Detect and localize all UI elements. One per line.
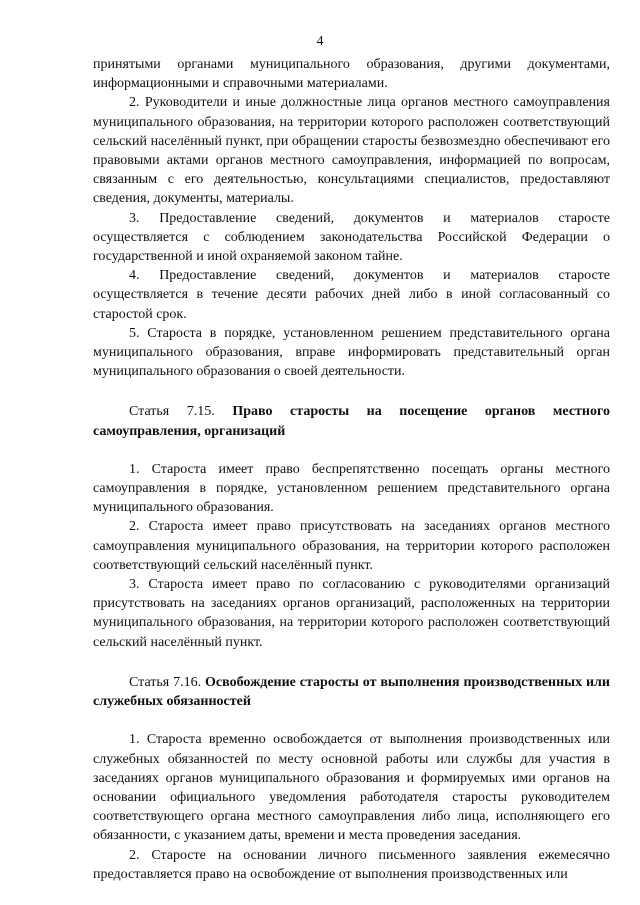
paragraph: 1. Староста временно освобождается от выполнения производственных или служебных обязанностей по месту основной работы или службы для участия в заседаниях органов муниципального образования и формируемых ими органов на основании официального уведомления работодателя старосты руководителем соответствующего органа местного самоуправления либо лица, исполняющего его обязанности, с указанием даты, времени и места проведения заседания. bbox=[93, 732, 610, 844]
paragraph: 3. Староста имеет право по согласованию с руководителями организаций присутствовать на заседаниях органов организаций, расположенных на территории муниципального образования, на территории которого расположен соответствующий сельский населённый пункт. bbox=[93, 577, 610, 650]
paragraph: принятыми органами муниципального образования, другими документами, информационными и справочными материалами. bbox=[93, 57, 610, 92]
article-heading-7-15 bbox=[93, 402, 610, 440]
article-number: Статья 7.15. bbox=[129, 404, 215, 420]
paragraph: 2. Руководители и иные должностные лица органов местного самоуправления муниципального образования, на территории которого расположен соответствующий сельский населённый пункт, при обращении старосты безвозмездно обеспечивают его правовыми актами органов местного самоуправления, информацией по вопросам, связанным с его деятельностью, консультациями специалистов, предоставляют сведения, документы, материалы. bbox=[93, 95, 610, 207]
paragraph: 2. Старосте на основании личного письменного заявления ежемесячно предоставляется право на освобождение от выполнения производственных или bbox=[93, 847, 610, 882]
paragraph: 3. Предоставление сведений, документов и материалов старосте осуществляется с соблюдением законодательства Российской Федерации о государственной и иной охраняемой законом тайне. bbox=[93, 210, 610, 265]
article-number: Статья 7.16. bbox=[129, 674, 202, 690]
article-heading-7-16 bbox=[93, 673, 610, 711]
paragraph: 2. Староста имеет право присутствовать на заседаниях органов местного самоуправления муниципального образования, на территории которого расположен соответствующий сельский населённый пункт. bbox=[93, 519, 610, 573]
paragraph: 1. Староста имеет право беспрепятственно посещать органы местного самоуправления в порядке, установленном решением представительного органа муниципального образования. bbox=[93, 461, 610, 516]
page-number: 4 bbox=[316, 34, 324, 49]
paragraph: 4. Предоставление сведений, документов и материалов старосте осуществляется в течение десяти рабочих дней либо в иной согласованный со старостой срок. bbox=[93, 268, 610, 322]
article-title: Освобождение старосты от выполнения производственных или служебных обязанностей bbox=[93, 674, 610, 710]
paragraph: 5. Староста в порядке, установленном решением представительного органа муниципального образования, вправе информировать представительный орган муниципального образования о своей деятельности. bbox=[93, 325, 610, 380]
article-title: Право старосты на посещение органов местного самоуправления, организаций bbox=[93, 404, 610, 439]
document-body bbox=[93, 55, 610, 884]
